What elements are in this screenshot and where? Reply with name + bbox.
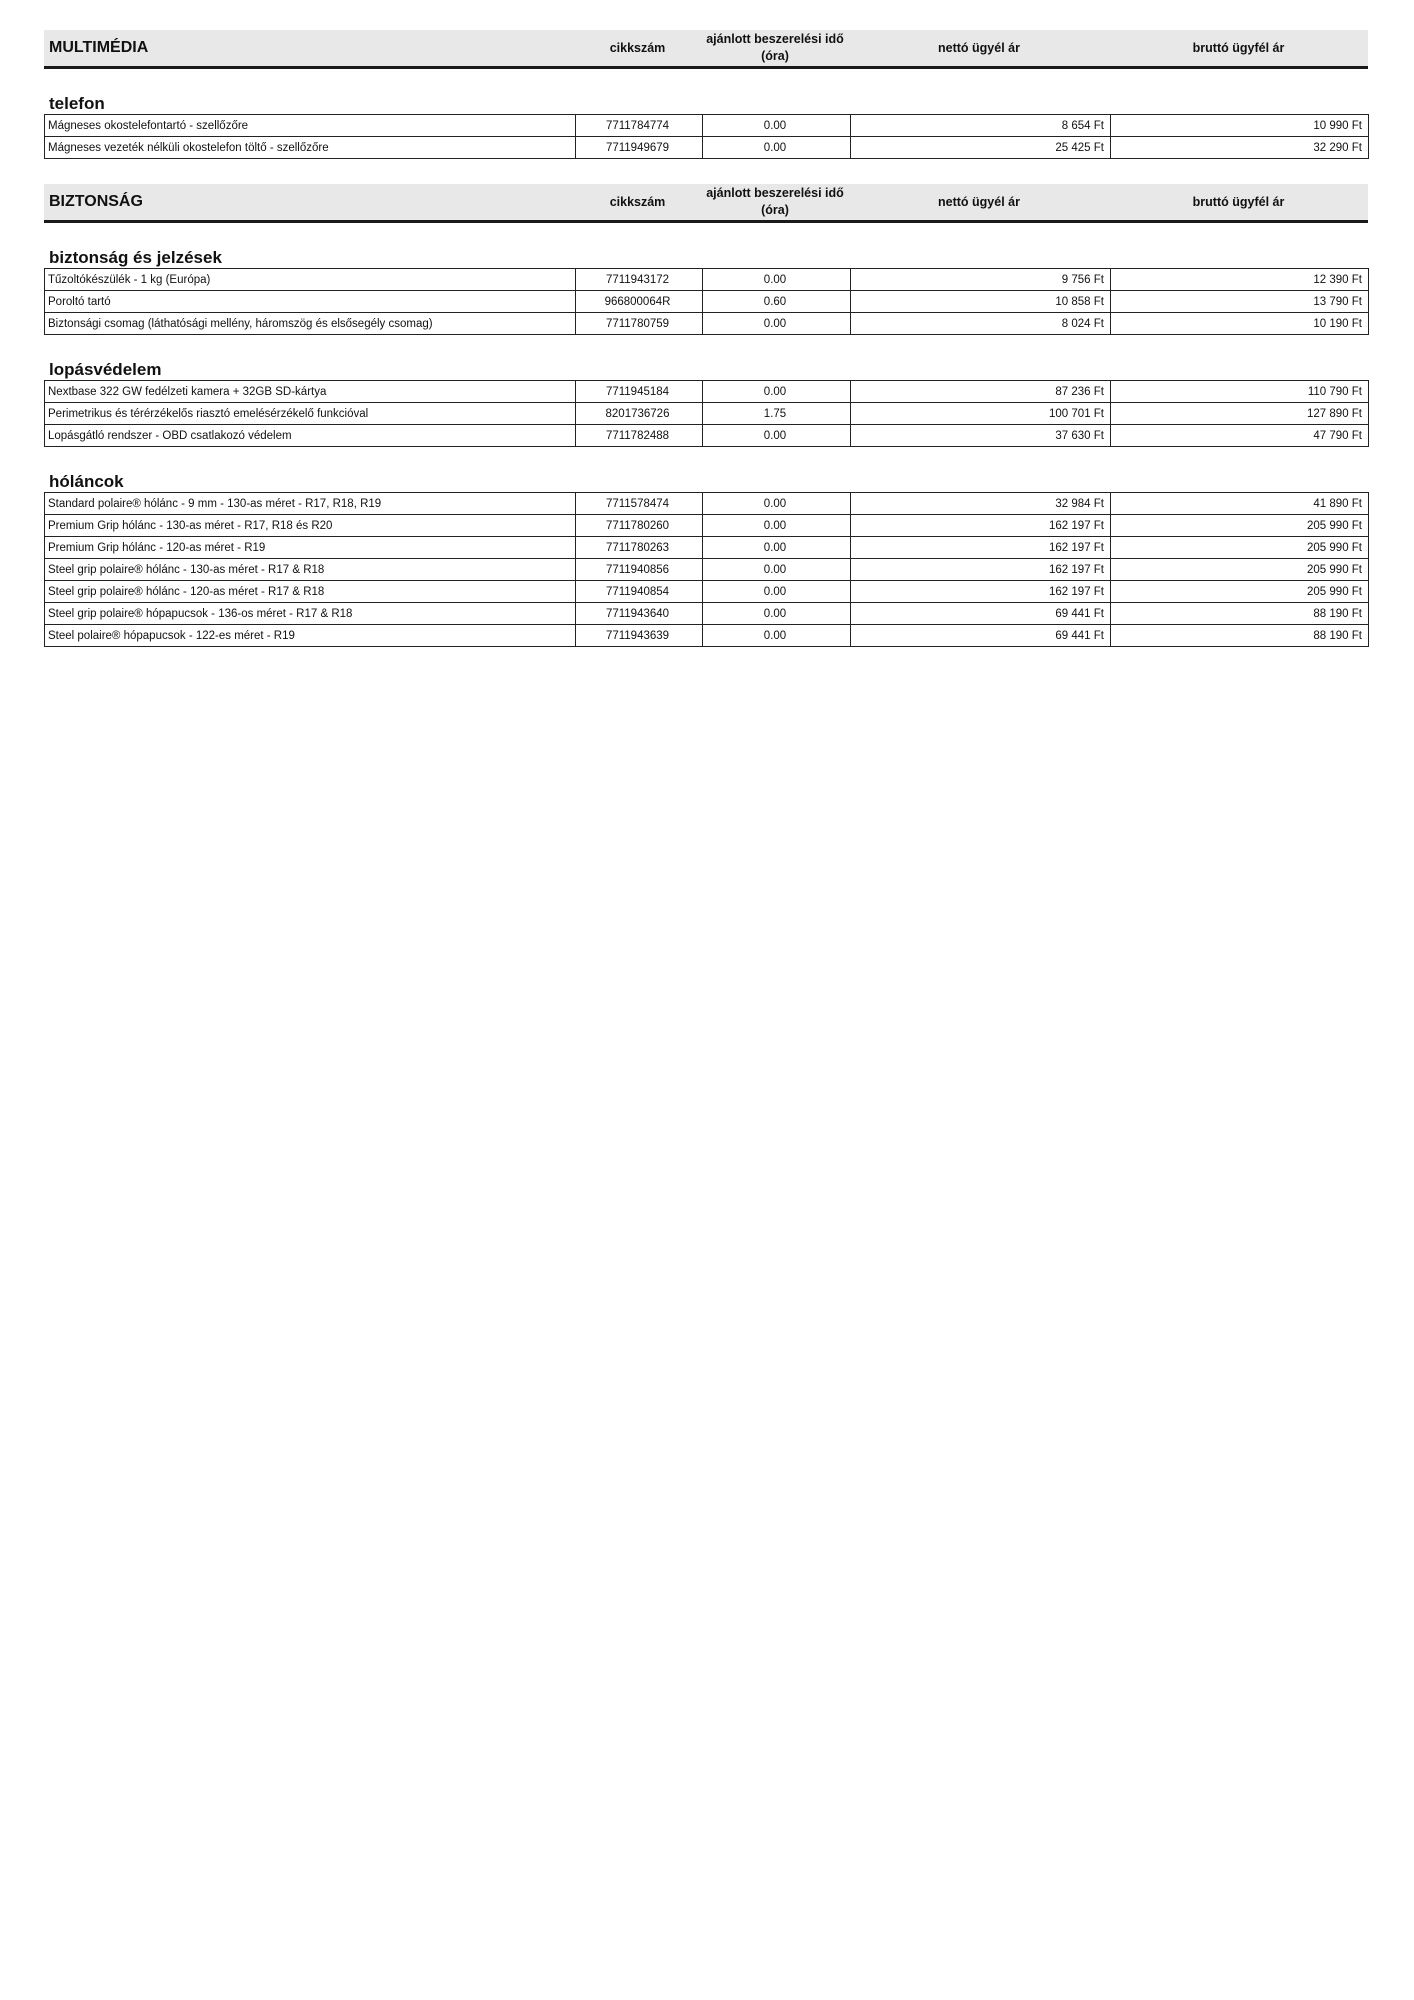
install-time: 0.00 — [703, 269, 851, 291]
net-price: 69 441 Ft — [851, 625, 1111, 647]
install-time: 0.00 — [703, 581, 851, 603]
install-time: 0.00 — [703, 515, 851, 537]
net-price: 87 236 Ft — [851, 381, 1111, 403]
column-header-net-price: nettó ügyél ár — [938, 40, 1020, 55]
product-code: 7711940856 — [576, 559, 703, 581]
product-code: 7711782488 — [576, 425, 703, 447]
product-name: Premium Grip hólánc - 130-as méret - R17, R18 és R20 — [45, 515, 576, 537]
price-table — [44, 114, 1369, 159]
gross-price: 205 990 Ft — [1111, 537, 1369, 559]
product-name: Tűzoltókészülék - 1 kg (Európa) — [45, 269, 576, 291]
install-time: 0.00 — [703, 493, 851, 515]
table-row — [45, 115, 1369, 137]
install-time: 0.00 — [703, 603, 851, 625]
gross-price: 88 190 Ft — [1111, 625, 1369, 647]
gross-price: 12 390 Ft — [1111, 269, 1369, 291]
subcategory-title: hóláncok — [49, 472, 124, 491]
gross-price: 110 790 Ft — [1111, 381, 1369, 403]
net-price: 25 425 Ft — [851, 137, 1111, 159]
install-time: 0.00 — [703, 313, 851, 335]
gross-price: 88 190 Ft — [1111, 603, 1369, 625]
price-table — [44, 380, 1369, 447]
table-row — [45, 403, 1369, 425]
product-code: 7711943640 — [576, 603, 703, 625]
subcategory-title: biztonság és jelzések — [49, 248, 222, 267]
install-time: 0.60 — [703, 291, 851, 313]
table-row — [45, 537, 1369, 559]
table-row — [45, 625, 1369, 647]
product-name: Steel grip polaire® hólánc - 120-as méret - R17 & R18 — [45, 581, 576, 603]
table-row — [45, 425, 1369, 447]
column-header-code: cikkszám — [609, 40, 666, 55]
net-price: 100 701 Ft — [851, 403, 1111, 425]
net-price: 69 441 Ft — [851, 603, 1111, 625]
install-time: 0.00 — [703, 381, 851, 403]
table-row — [45, 493, 1369, 515]
net-price: 162 197 Ft — [851, 515, 1111, 537]
install-time: 0.00 — [703, 537, 851, 559]
table-row — [45, 137, 1369, 159]
gross-price: 127 890 Ft — [1111, 403, 1369, 425]
net-price: 8 654 Ft — [851, 115, 1111, 137]
net-price: 162 197 Ft — [851, 559, 1111, 581]
product-code: 7711578474 — [576, 493, 703, 515]
column-header-gross-price: bruttó ügyfél ár — [1192, 194, 1285, 209]
product-code: 7711784774 — [576, 115, 703, 137]
table-row — [45, 313, 1369, 335]
product-code: 7711780260 — [576, 515, 703, 537]
price-table — [44, 268, 1369, 335]
table-row — [45, 581, 1369, 603]
column-header-code: cikkszám — [609, 194, 666, 209]
net-price: 37 630 Ft — [851, 425, 1111, 447]
gross-price: 205 990 Ft — [1111, 559, 1369, 581]
gross-price: 41 890 Ft — [1111, 493, 1369, 515]
product-name: Steel polaire® hópapucsok - 122-es méret - R19 — [45, 625, 576, 647]
product-code: 7711780759 — [576, 313, 703, 335]
product-code: 7711780263 — [576, 537, 703, 559]
table-row — [45, 559, 1369, 581]
product-code: 966800064R — [576, 291, 703, 313]
section-title: BIZTONSÁG — [49, 193, 143, 210]
product-name: Perimetrikus és térérzékelős riasztó emelésérzékelő funkcióval — [45, 403, 576, 425]
product-name: Mágneses vezeték nélküli okostelefon töltő - szellőzőre — [45, 137, 576, 159]
product-name: Premium Grip hólánc - 120-as méret - R19 — [45, 537, 576, 559]
table-row — [45, 381, 1369, 403]
product-name: Biztonsági csomag (láthatósági mellény, háromszög és elsősegély csomag) — [45, 313, 576, 335]
section-header — [44, 30, 1368, 69]
gross-price: 10 190 Ft — [1111, 313, 1369, 335]
subcategory-title: lopásvédelem — [49, 360, 162, 379]
gross-price: 10 990 Ft — [1111, 115, 1369, 137]
net-price: 10 858 Ft — [851, 291, 1111, 313]
net-price: 32 984 Ft — [851, 493, 1111, 515]
net-price: 162 197 Ft — [851, 537, 1111, 559]
column-header-install-time: ajánlott beszerelési idő (óra) — [706, 186, 844, 217]
subcategory-title: telefon — [49, 94, 105, 113]
net-price: 9 756 Ft — [851, 269, 1111, 291]
gross-price: 13 790 Ft — [1111, 291, 1369, 313]
gross-price: 205 990 Ft — [1111, 515, 1369, 537]
product-code: 7711940854 — [576, 581, 703, 603]
install-time: 0.00 — [703, 425, 851, 447]
install-time: 0.00 — [703, 559, 851, 581]
section-multimedia — [44, 30, 1368, 159]
product-code: 7711943172 — [576, 269, 703, 291]
net-price: 8 024 Ft — [851, 313, 1111, 335]
column-header-gross-price: bruttó ügyfél ár — [1192, 40, 1285, 55]
product-name: Steel grip polaire® hópapucsok - 136-os méret - R17 & R18 — [45, 603, 576, 625]
table-row — [45, 291, 1369, 313]
product-name: Lopásgátló rendszer - OBD csatlakozó védelem — [45, 425, 576, 447]
net-price: 162 197 Ft — [851, 581, 1111, 603]
section-title: MULTIMÉDIA — [49, 39, 149, 56]
gross-price: 205 990 Ft — [1111, 581, 1369, 603]
price-table — [44, 492, 1369, 647]
column-header-net-price: nettó ügyél ár — [938, 194, 1020, 209]
product-name: Nextbase 322 GW fedélzeti kamera + 32GB SD-kártya — [45, 381, 576, 403]
section-biztonsag — [44, 184, 1368, 647]
table-row — [45, 269, 1369, 291]
gross-price: 47 790 Ft — [1111, 425, 1369, 447]
product-name: Standard polaire® hólánc - 9 mm - 130-as méret - R17, R18, R19 — [45, 493, 576, 515]
product-code: 7711949679 — [576, 137, 703, 159]
install-time: 1.75 — [703, 403, 851, 425]
product-code: 7711943639 — [576, 625, 703, 647]
product-code: 7711945184 — [576, 381, 703, 403]
table-row — [45, 603, 1369, 625]
table-row — [45, 515, 1369, 537]
install-time: 0.00 — [703, 625, 851, 647]
install-time: 0.00 — [703, 115, 851, 137]
product-name: Steel grip polaire® hólánc - 130-as méret - R17 & R18 — [45, 559, 576, 581]
column-header-install-time: ajánlott beszerelési idő (óra) — [706, 32, 844, 63]
product-name: Mágneses okostelefontartó - szellőzőre — [45, 115, 576, 137]
product-name: Poroltó tartó — [45, 291, 576, 313]
section-header — [44, 184, 1368, 223]
gross-price: 32 290 Ft — [1111, 137, 1369, 159]
product-code: 8201736726 — [576, 403, 703, 425]
install-time: 0.00 — [703, 137, 851, 159]
